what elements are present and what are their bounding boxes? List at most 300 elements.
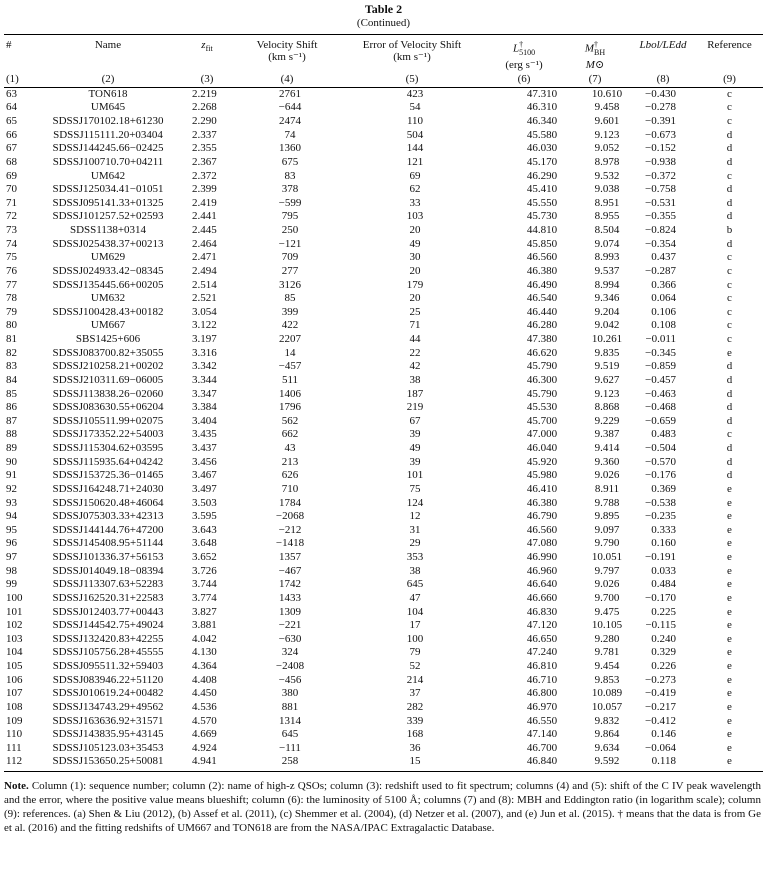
table-cell: 2.219 bbox=[192, 87, 217, 100]
table-cell: 17 bbox=[409, 619, 421, 632]
table-cell: 46.340 bbox=[526, 115, 558, 128]
table-row bbox=[4, 265, 763, 279]
table-cell: 1784 bbox=[279, 496, 301, 509]
header-mbh: $M^\dagger_{BH}$ M⊙ bbox=[584, 40, 606, 71]
table-cell: SDSSJ163636.92+31571 bbox=[52, 714, 164, 727]
table-cell: 3.384 bbox=[192, 401, 217, 414]
colnum-3: (3) bbox=[200, 72, 214, 85]
table-cell: c bbox=[727, 169, 732, 182]
table-cell: 1406 bbox=[279, 387, 301, 400]
table-row bbox=[4, 306, 763, 320]
table-cell: 9.832 bbox=[594, 714, 620, 727]
table-cell: e bbox=[727, 728, 732, 741]
table-cell: d bbox=[726, 360, 733, 373]
table-row bbox=[4, 388, 763, 402]
table-cell: 90 bbox=[6, 455, 17, 468]
table-cell: SDSSJ144542.75+49024 bbox=[52, 619, 164, 632]
table-cell: 106 bbox=[6, 673, 23, 686]
table-cell: 4.408 bbox=[192, 673, 217, 686]
table-cell: 108 bbox=[6, 700, 23, 713]
table-row bbox=[4, 755, 763, 769]
table-cell: −0.468 bbox=[645, 401, 676, 414]
table-cell: 109 bbox=[6, 714, 23, 727]
table-cell: 20 bbox=[409, 224, 421, 237]
table-cell: −0.115 bbox=[645, 619, 676, 632]
table-cell: 3.344 bbox=[192, 373, 217, 386]
table-row bbox=[4, 537, 763, 551]
table-cell: 645 bbox=[281, 728, 299, 741]
table-row bbox=[4, 197, 763, 211]
table-cell: SDSSJ101336.37+56153 bbox=[52, 551, 164, 564]
table-body bbox=[4, 88, 763, 769]
table-cell: 4.941 bbox=[192, 755, 217, 768]
table-cell: 0.108 bbox=[651, 319, 676, 332]
table-cell: e bbox=[727, 346, 732, 359]
table-cell: 87 bbox=[6, 414, 17, 427]
table-cell: SDSSJ113307.63+52283 bbox=[52, 578, 164, 591]
table-cell: 46.040 bbox=[526, 442, 558, 455]
table-cell: 97 bbox=[6, 551, 17, 564]
table-cell: 46.380 bbox=[526, 496, 558, 509]
table-cell: 96 bbox=[6, 537, 17, 550]
table-cell: UM632 bbox=[90, 292, 126, 305]
table-cell: 47.310 bbox=[526, 87, 558, 100]
table-cell: −467 bbox=[278, 564, 302, 577]
table-cell: 45.790 bbox=[526, 360, 558, 373]
table-cell: e bbox=[727, 632, 732, 645]
table-cell: d bbox=[726, 401, 733, 414]
header-name: Name bbox=[94, 39, 122, 51]
table-cell: d bbox=[726, 373, 733, 386]
table-cell: 3.774 bbox=[192, 591, 217, 604]
table-cell: 64 bbox=[6, 101, 17, 114]
header-seq: # bbox=[6, 39, 12, 51]
table-cell: 10.051 bbox=[591, 551, 623, 564]
table-cell: 626 bbox=[281, 469, 299, 482]
table-cell: 9.790 bbox=[594, 537, 620, 550]
table-cell: 710 bbox=[281, 482, 299, 495]
table-cell: 47.080 bbox=[526, 537, 558, 550]
table-cell: 324 bbox=[281, 646, 299, 659]
table-cell: 8.911 bbox=[594, 482, 620, 495]
table-cell: 47.140 bbox=[526, 728, 558, 741]
table-cell: 3.648 bbox=[192, 537, 217, 550]
table-cell: SDSSJ125034.41−01051 bbox=[52, 183, 164, 196]
table-cell: c bbox=[727, 87, 732, 100]
table-cell: 8.955 bbox=[594, 210, 620, 223]
table-cell: 74 bbox=[6, 237, 17, 250]
data-table bbox=[4, 35, 763, 769]
table-cell: 3.744 bbox=[192, 578, 217, 591]
table-cell: 2.268 bbox=[192, 101, 217, 114]
table-cell: 0.106 bbox=[651, 305, 676, 318]
table-cell: 380 bbox=[281, 687, 299, 700]
table-cell: SDSSJ135445.66+00205 bbox=[52, 278, 164, 291]
table-cell: c bbox=[727, 115, 732, 128]
table-cell: 675 bbox=[281, 155, 299, 168]
table-cell: 30 bbox=[409, 251, 421, 264]
table-cell: 47.240 bbox=[526, 646, 558, 659]
table-cell: 72 bbox=[6, 210, 17, 223]
table-row bbox=[4, 88, 763, 102]
table-cell: 46.710 bbox=[526, 673, 558, 686]
table-cell: 20 bbox=[409, 292, 421, 305]
table-cell: e bbox=[727, 673, 732, 686]
table-cell: 75 bbox=[6, 251, 17, 264]
table-cell: −0.824 bbox=[645, 224, 676, 237]
table-row bbox=[4, 210, 763, 224]
table-cell: SDSSJ153650.25+50081 bbox=[52, 755, 164, 768]
table-cell: 2.445 bbox=[192, 224, 217, 237]
table-cell: e bbox=[727, 578, 732, 591]
table-cell: 49 bbox=[409, 442, 421, 455]
table-cell: 44.810 bbox=[526, 224, 558, 237]
table-cell: SDSSJ144144.76+47200 bbox=[52, 523, 164, 536]
colnum-4: (4) bbox=[280, 72, 294, 85]
table-cell: 76 bbox=[6, 264, 17, 277]
table-cell: −0.457 bbox=[645, 373, 676, 386]
table-cell: 38 bbox=[409, 564, 421, 577]
table-cell: e bbox=[727, 755, 732, 768]
table-cell: 8.504 bbox=[594, 224, 620, 237]
table-row bbox=[4, 701, 763, 715]
table-row bbox=[4, 674, 763, 688]
table-cell: b bbox=[726, 224, 733, 237]
table-cell: 214 bbox=[406, 673, 424, 686]
table-cell: 36 bbox=[409, 741, 421, 754]
table-cell: d bbox=[726, 414, 733, 427]
note-label: Note. bbox=[4, 780, 29, 793]
table-cell: e bbox=[727, 741, 732, 754]
table-cell: 107 bbox=[6, 687, 23, 700]
table-cell: 124 bbox=[406, 496, 424, 509]
table-cell: UM629 bbox=[90, 251, 126, 264]
table-cell: 74 bbox=[284, 128, 296, 141]
table-cell: 4.669 bbox=[192, 728, 217, 741]
table-cell: 95 bbox=[6, 523, 17, 536]
table-cell: e bbox=[727, 551, 732, 564]
table-cell: 69 bbox=[409, 169, 421, 182]
table-cell: SDSSJ162520.31+22583 bbox=[52, 591, 164, 604]
table-cell: 0.118 bbox=[651, 755, 676, 768]
table-cell: 3126 bbox=[279, 278, 301, 291]
table-cell: 2.441 bbox=[192, 210, 217, 223]
table-cell: 2207 bbox=[279, 333, 301, 346]
table-cell: d bbox=[726, 455, 733, 468]
table-cell: 112 bbox=[6, 755, 23, 768]
table-cell: SDSSJ105511.99+02075 bbox=[52, 414, 164, 427]
table-cell: d bbox=[726, 155, 733, 168]
table-cell: 9.280 bbox=[594, 632, 620, 645]
table-cell: −0.152 bbox=[645, 142, 676, 155]
colnum-1: (1) bbox=[6, 72, 19, 85]
header-l5100: $L^\dagger_{5100}$ (erg s⁻¹) bbox=[505, 40, 543, 71]
table-cell: 45.850 bbox=[526, 237, 558, 250]
table-row bbox=[4, 456, 763, 470]
table-cell: −0.938 bbox=[645, 155, 676, 168]
table-cell: 9.123 bbox=[594, 387, 620, 400]
table-cell: 94 bbox=[6, 510, 17, 523]
table-cell: −0.273 bbox=[645, 673, 676, 686]
table-cell: 0.437 bbox=[651, 251, 676, 264]
table-cell: 22 bbox=[409, 346, 421, 359]
table-cell: 2474 bbox=[279, 115, 301, 128]
table-cell: 78 bbox=[6, 292, 17, 305]
table-cell: 105 bbox=[6, 660, 23, 673]
table-row bbox=[4, 142, 763, 156]
table-cell: 29 bbox=[409, 537, 421, 550]
table-row bbox=[4, 170, 763, 184]
table-row bbox=[4, 374, 763, 388]
header-zfit: $z_{fit}$ bbox=[201, 39, 213, 54]
table-cell: d bbox=[726, 183, 733, 196]
table-cell: 46.650 bbox=[526, 632, 558, 645]
table-cell: −0.345 bbox=[645, 346, 676, 359]
table-cell: −0.463 bbox=[645, 387, 676, 400]
table-cell: 46.640 bbox=[526, 578, 558, 591]
table-cell: 98 bbox=[6, 564, 17, 577]
table-cell: 0.329 bbox=[651, 646, 676, 659]
table-cell: e bbox=[727, 700, 732, 713]
table-cell: 277 bbox=[281, 264, 299, 277]
table-cell: 12 bbox=[409, 510, 421, 523]
table-cell: −599 bbox=[278, 196, 302, 209]
table-row bbox=[4, 510, 763, 524]
table-cell: 46.800 bbox=[526, 687, 558, 700]
table-cell: −0.504 bbox=[645, 442, 676, 455]
table-cell: 3.404 bbox=[192, 414, 217, 427]
table-cell: e bbox=[727, 496, 732, 509]
table-cell: 3.342 bbox=[192, 360, 217, 373]
table-cell: SDSSJ101257.52+02593 bbox=[52, 210, 164, 223]
table-cell: 10.261 bbox=[591, 333, 623, 346]
table-row bbox=[4, 129, 763, 143]
table-cell: 8.993 bbox=[594, 251, 620, 264]
table-cell: −212 bbox=[278, 523, 302, 536]
table-cell: 1796 bbox=[279, 401, 301, 414]
table-cell: 85 bbox=[6, 387, 17, 400]
table-cell: 45.580 bbox=[526, 128, 558, 141]
table-cell: e bbox=[727, 591, 732, 604]
table-cell: 4.364 bbox=[192, 660, 217, 673]
table-cell: 9.123 bbox=[594, 128, 620, 141]
table-cell: 9.475 bbox=[594, 605, 620, 618]
table-cell: 2.464 bbox=[192, 237, 217, 250]
table-cell: 0.369 bbox=[651, 482, 676, 495]
table-cell: 63 bbox=[6, 87, 17, 100]
table-cell: SDSSJ210311.69−06005 bbox=[52, 373, 164, 386]
table-cell: 52 bbox=[409, 660, 421, 673]
table-cell: SDSSJ024933.42−08345 bbox=[52, 264, 164, 277]
table-cell: SDSSJ115304.62+03595 bbox=[52, 442, 164, 455]
table-cell: 709 bbox=[281, 251, 299, 264]
table-cell: 9.537 bbox=[594, 264, 620, 277]
colnum-2: (2) bbox=[101, 72, 115, 85]
table-cell: SDSSJ025438.37+00213 bbox=[52, 237, 164, 250]
table-cell: 103 bbox=[6, 632, 23, 645]
table-cell: 213 bbox=[281, 455, 299, 468]
table-cell: SDSSJ083946.22+51120 bbox=[52, 673, 164, 686]
table-cell: 2.367 bbox=[192, 155, 217, 168]
table-cell: 110 bbox=[6, 728, 23, 741]
table-cell: 46.620 bbox=[526, 346, 558, 359]
table-cell: 1360 bbox=[279, 142, 301, 155]
table-cell: 9.387 bbox=[594, 428, 620, 441]
table-cell: 101 bbox=[406, 469, 424, 482]
table-cell: SDSSJ075303.33+42313 bbox=[52, 510, 164, 523]
table-row bbox=[4, 715, 763, 729]
table-cell: 46.560 bbox=[526, 523, 558, 536]
table-cell: 0.484 bbox=[651, 578, 676, 591]
table-cell: d bbox=[726, 387, 733, 400]
table-cell: 423 bbox=[406, 87, 424, 100]
table-cell: 250 bbox=[281, 224, 299, 237]
table-cell: 2.419 bbox=[192, 196, 217, 209]
table-cell: 9.781 bbox=[594, 646, 620, 659]
table-cell: SDSSJ153725.36−01465 bbox=[52, 469, 164, 482]
table-cell: 84 bbox=[6, 373, 17, 386]
table-cell: 91 bbox=[6, 469, 17, 482]
colnum-8: (8) bbox=[656, 72, 670, 85]
table-row bbox=[4, 728, 763, 742]
table-cell: −2408 bbox=[275, 660, 305, 673]
table-cell: 104 bbox=[406, 605, 424, 618]
table-cell: SDSSJ210258.21+00202 bbox=[52, 360, 164, 373]
table-row bbox=[4, 224, 763, 238]
table-cell: −0.673 bbox=[645, 128, 676, 141]
table-cell: 1742 bbox=[279, 578, 301, 591]
table-cell: 9.097 bbox=[594, 523, 620, 536]
table-cell: 3.437 bbox=[192, 442, 217, 455]
table-cell: 79 bbox=[6, 305, 17, 318]
table-row bbox=[4, 742, 763, 756]
table-cell: d bbox=[726, 128, 733, 141]
table-cell: 79 bbox=[409, 646, 421, 659]
colnum-9: (9) bbox=[723, 72, 736, 85]
table-cell: −0.354 bbox=[645, 237, 676, 250]
table-cell: −0.859 bbox=[645, 360, 676, 373]
table-cell: 9.042 bbox=[594, 319, 620, 332]
table-cell: 45.530 bbox=[526, 401, 558, 414]
table-cell: 3.435 bbox=[192, 428, 217, 441]
table-cell: 9.788 bbox=[594, 496, 620, 509]
table-cell: −0.170 bbox=[645, 591, 676, 604]
table-cell: SDSSJ164248.71+24030 bbox=[52, 482, 164, 495]
table-header bbox=[4, 35, 763, 88]
table-cell: e bbox=[727, 523, 732, 536]
table-cell: 47.000 bbox=[526, 428, 558, 441]
table-cell: 9.797 bbox=[594, 564, 620, 577]
table-cell: SDSS1138+0314 bbox=[69, 224, 147, 237]
table-cell: 4.536 bbox=[192, 700, 217, 713]
table-cell: 54 bbox=[409, 101, 421, 114]
table-cell: 9.519 bbox=[594, 360, 620, 373]
table-cell: 46.290 bbox=[526, 169, 558, 182]
table-cell: −1418 bbox=[275, 537, 305, 550]
table-cell: SDSSJ083700.82+35055 bbox=[52, 346, 164, 359]
table-cell: 31 bbox=[409, 523, 421, 536]
table-cell: SDSSJ115111.20+03404 bbox=[53, 128, 163, 141]
table-cell: −0.217 bbox=[645, 700, 676, 713]
table-cell: 46.660 bbox=[526, 591, 558, 604]
colnum-7: (7) bbox=[588, 72, 602, 85]
table-cell: −0.191 bbox=[645, 551, 676, 564]
table-cell: 43 bbox=[284, 442, 296, 455]
table-subtitle: (Continued) bbox=[356, 17, 411, 29]
table-cell: 662 bbox=[281, 428, 299, 441]
table-cell: 44 bbox=[409, 333, 421, 346]
table-row bbox=[4, 319, 763, 333]
table-cell: 144 bbox=[406, 142, 424, 155]
table-row bbox=[4, 619, 763, 633]
table-cell: 2.399 bbox=[192, 183, 217, 196]
table-cell: 100 bbox=[6, 591, 23, 604]
table-cell: d bbox=[726, 196, 733, 209]
table-cell: 9.052 bbox=[594, 142, 620, 155]
table-cell: SDSSJ170102.18+61230 bbox=[52, 115, 164, 128]
table-row bbox=[4, 292, 763, 306]
table-cell: 46.300 bbox=[526, 373, 558, 386]
table-cell: 0.146 bbox=[651, 728, 676, 741]
table-cell: 3.643 bbox=[192, 523, 217, 536]
table-cell: 353 bbox=[406, 551, 424, 564]
table-cell: 99 bbox=[6, 578, 17, 591]
table-cell: SDSSJ115935.64+04242 bbox=[52, 455, 164, 468]
table-row bbox=[4, 633, 763, 647]
table-cell: 9.634 bbox=[594, 741, 620, 754]
table-cell: 8.951 bbox=[594, 196, 620, 209]
table-row bbox=[4, 442, 763, 456]
table-cell: SDSSJ143835.95+43145 bbox=[52, 728, 164, 741]
table-cell: 511 bbox=[281, 373, 299, 386]
table-row bbox=[4, 415, 763, 429]
table-cell: 66 bbox=[6, 128, 17, 141]
table-cell: 399 bbox=[281, 305, 299, 318]
bottom-rule bbox=[4, 771, 763, 772]
table-cell: 9.592 bbox=[594, 755, 620, 768]
table-cell: 9.700 bbox=[594, 591, 620, 604]
table-cell: d bbox=[726, 142, 733, 155]
table-cell: 219 bbox=[406, 401, 424, 414]
table-cell: 2.494 bbox=[192, 264, 217, 277]
table-cell: 46.830 bbox=[526, 605, 558, 618]
table-cell: 68 bbox=[6, 155, 17, 168]
table-cell: 282 bbox=[406, 700, 424, 713]
table-cell: TON618 bbox=[88, 87, 128, 100]
table-row bbox=[4, 360, 763, 374]
table-cell: 187 bbox=[406, 387, 424, 400]
table-row bbox=[4, 687, 763, 701]
header-reference: Reference bbox=[707, 39, 752, 51]
table-cell: 46.790 bbox=[526, 510, 558, 523]
table-cell: c bbox=[727, 292, 732, 305]
table-cell: 3.503 bbox=[192, 496, 217, 509]
table-cell: −0.531 bbox=[645, 196, 676, 209]
table-cell: d bbox=[726, 442, 733, 455]
table-cell: e bbox=[727, 660, 732, 673]
table-row bbox=[4, 156, 763, 170]
table-cell: c bbox=[727, 305, 732, 318]
table-cell: 0.225 bbox=[651, 605, 676, 618]
table-cell: 504 bbox=[406, 128, 424, 141]
table-cell: 46.030 bbox=[526, 142, 558, 155]
table-cell: 89 bbox=[6, 442, 17, 455]
table-cell: UM667 bbox=[90, 319, 126, 332]
table-title: Table 2 bbox=[364, 2, 403, 16]
table-row bbox=[4, 238, 763, 252]
table-cell: SDSSJ095511.32+59403 bbox=[52, 660, 164, 673]
table-cell: 46.970 bbox=[526, 700, 558, 713]
